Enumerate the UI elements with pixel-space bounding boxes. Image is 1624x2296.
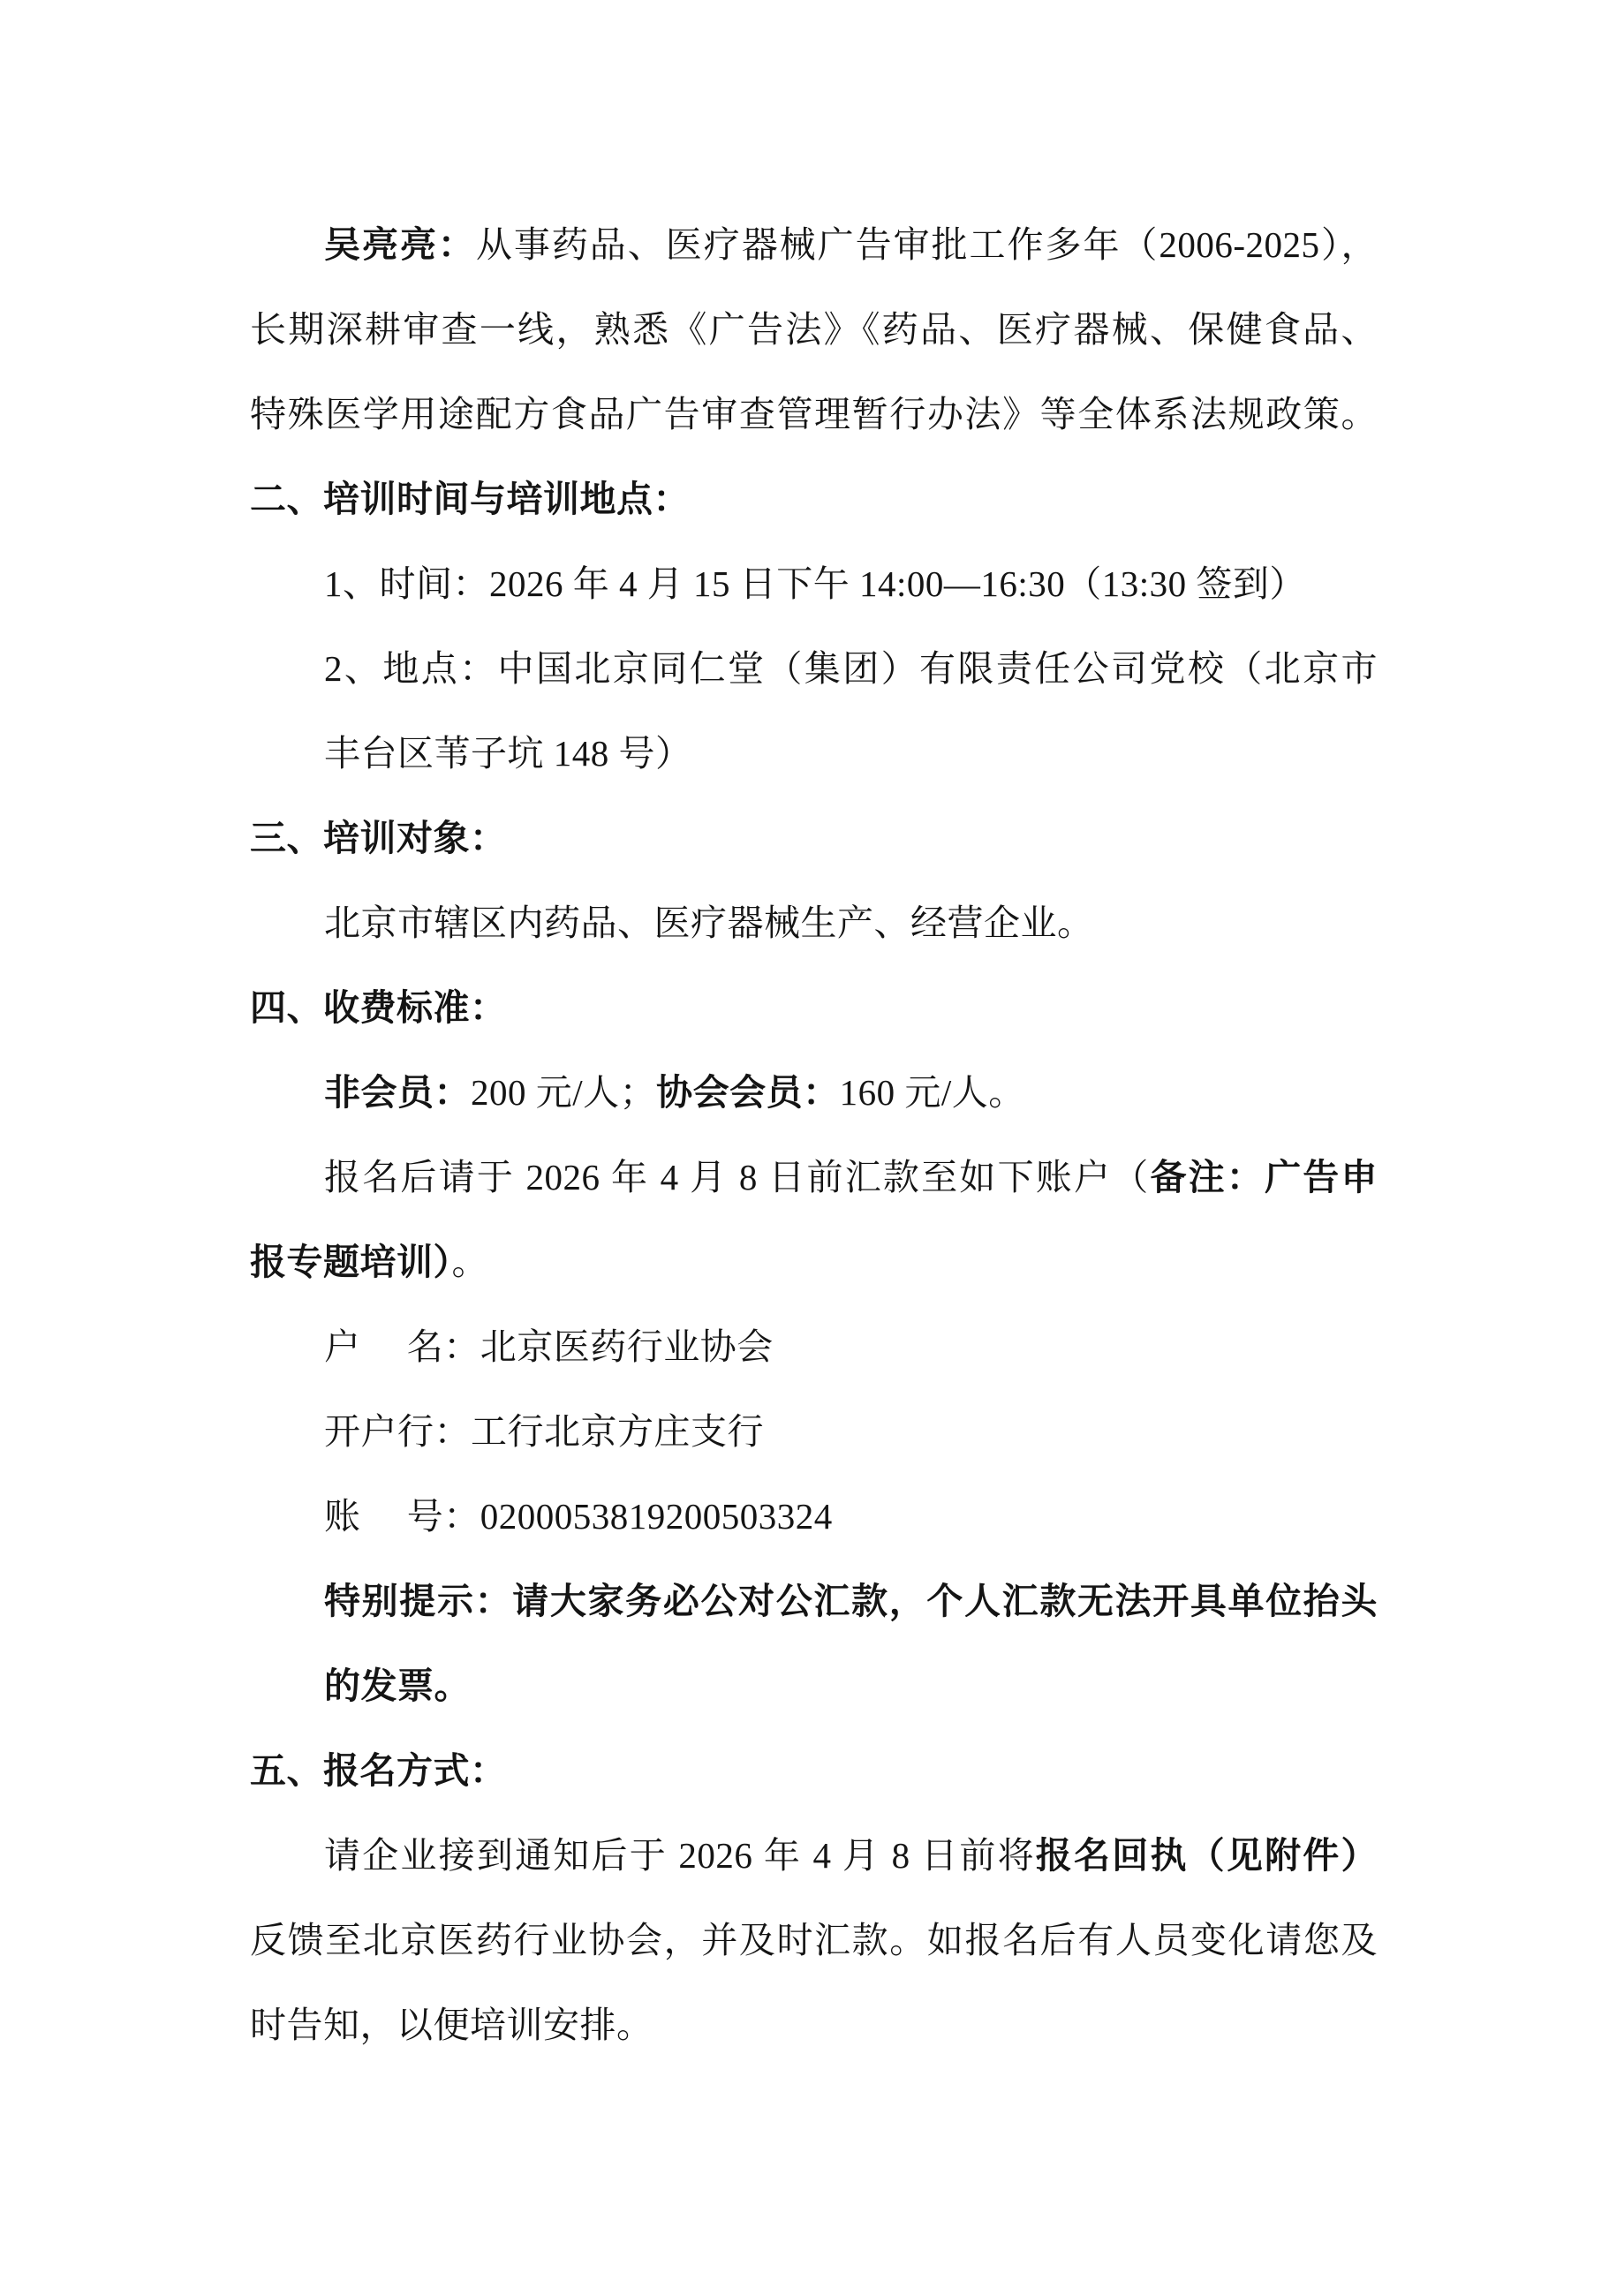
registration-line-3 [250,1983,1378,2067]
bold-text-run: 四、收费标准： [250,987,507,1028]
text-run: 北京市辖区内药品、医疗器械生产、经营企业。 [324,903,1094,943]
bank-branch-line [250,1389,1378,1474]
speaker-bio-line-2 [250,287,1378,372]
audience-line [250,880,1378,965]
registration-line-2 [250,1898,1378,1983]
payment-note-line-2 [250,1220,1378,1304]
special-notice-line-1 [250,1559,1378,1643]
account-number-line [250,1474,1378,1559]
text-run: 从事药品、医疗器械广告审批工作多年（2006-2025）， [475,224,1378,265]
section-heading-audience [250,796,1378,880]
document-body [250,202,1378,2067]
bold-text-run: 备注：广告申 [1150,1157,1379,1197]
text-run: 160 元/人。 [839,1072,1025,1113]
speaker-bio-line-3 [250,372,1378,457]
text-run: 丰台区苇子坑 148 号） [324,733,692,774]
account-name-line [250,1304,1378,1389]
payment-note-line-1 [250,1135,1378,1220]
text-run: 报名后请于 2026 年 4 月 8 日前汇款至如下账户（ [324,1157,1151,1197]
item-location-line-1 [250,626,1378,711]
text-run: 1、时间：2026 年 4 月 15 日下午 14:00—16:30（13:30 签到） [324,563,1306,604]
fees-line [250,1050,1378,1135]
item-location-line-2 [250,711,1378,796]
bold-text-run: 报专题培训） [250,1242,452,1282]
text-run: 。 [451,1242,488,1282]
section-heading-time-location [250,457,1378,541]
section-heading-registration [250,1728,1378,1813]
bold-text-run: 的发票。 [324,1665,471,1706]
bold-text-run: 协会会员： [656,1072,840,1113]
text-run: 长期深耕审查一线，熟悉《广告法》《药品、医疗器械、保健食品、 [250,309,1378,350]
bold-text-run: 三、培训对象： [250,818,507,858]
bold-text-run: 吴亮亮： [324,224,476,265]
registration-line-1 [250,1813,1378,1898]
text-run: 户 名：北京医药行业协会 [324,1326,774,1367]
speaker-bio-line-1 [250,202,1378,287]
text-run: 时告知，以便培训安排。 [250,2005,653,2045]
special-notice-line-2 [250,1643,1378,1728]
bold-text-run: 特别提示：请大家务必公对公汇款，个人汇款无法开具单位抬头 [324,1581,1378,1621]
bold-text-run: 非会员： [324,1072,471,1113]
text-run: 反馈至北京医药行业协会，并及时汇款。如报名后有人员变化请您及 [250,1920,1378,1960]
bold-text-run: 报名回执（见附件） [1035,1835,1379,1876]
text-run: 请企业接到通知后于 2026 年 4 月 8 日前将 [324,1835,1036,1876]
bold-text-run: 五、报名方式： [250,1750,507,1791]
text-run: 200 元/人； [471,1072,657,1113]
bold-text-run: 二、培训时间与培训地点： [250,479,690,519]
text-run: 2、地点：中国北京同仁堂（集团）有限责任公司党校（北京市 [324,648,1378,689]
item-time [250,541,1378,626]
section-heading-fees [250,965,1378,1050]
text-run: 账 号：0200053819200503324 [324,1496,833,1537]
text-run: 开户行：工行北京方庄支行 [324,1411,764,1452]
text-run: 特殊医学用途配方食品广告审查管理暂行办法》等全体系法规政策。 [250,394,1378,434]
